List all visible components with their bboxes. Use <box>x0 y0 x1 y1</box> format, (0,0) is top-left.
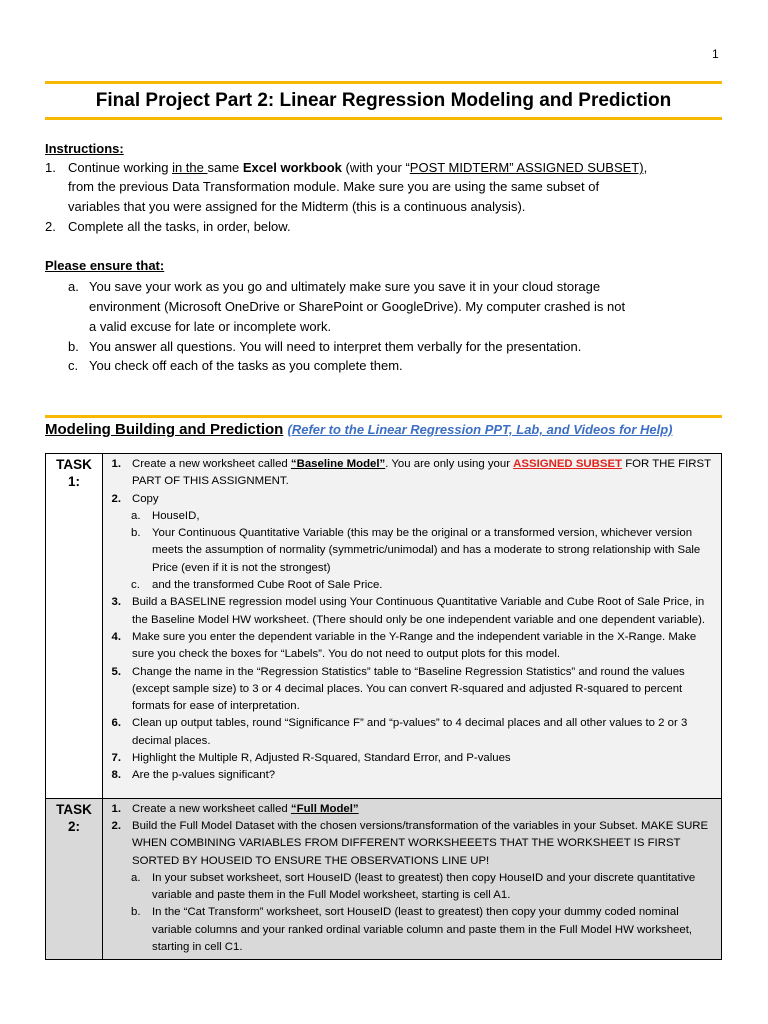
instruction-number-2: 2. <box>45 219 56 234</box>
instruction-1-line-2: from the previous Data Transformation module. Make sure you are using the same subset of <box>68 179 600 194</box>
task-1-row <box>46 454 722 799</box>
modeling-help-hint: (Refer to the Linear Regression PPT, Lab, and Videos for Help) <box>287 422 673 437</box>
modeling-rule <box>45 415 722 418</box>
modeling-heading: Modeling Building and Prediction (Refer to the Linear Regression PPT, Lab, and Videos for Help) <box>45 421 673 438</box>
instruction-1-line-1: Continue working in the same Excel workbook (with your “POST MIDTERM” ASSIGNED SUBSET), <box>68 160 648 175</box>
ensure-letter-c: c. <box>68 358 79 373</box>
ensure-c: You check off each of the tasks as you complete them. <box>89 358 403 373</box>
ensure-b: You answer all questions. You will need to interpret them verbally for the presentation. <box>89 339 582 354</box>
task-1-label: TASK 1: <box>46 454 103 799</box>
task-1-item-1: 1. Create a new worksheet called “Baseline Model”. You are only using your ASSIGNED SUBSET FOR THE FIRST PART OF THIS ASSIGNMENT. <box>111 458 711 488</box>
task-2-label: TASK 2: <box>46 798 103 960</box>
ensure-a-line-3: a valid excuse for late or incomplete work. <box>89 319 332 334</box>
ensure-heading: Please ensure that: <box>45 258 165 273</box>
task-1-item-5: 5. Change the name in the “Regression Statistics” table to “Baseline Regression Statistics” and round the values (except sample size) to 3 or 4 decimal places. You can convert R-squared and adjusted R-squared to percent formats for ease of interpretation. <box>111 665 685 713</box>
instructions-heading: Instructions: <box>45 141 124 156</box>
title-rule-top <box>45 81 722 84</box>
task-2-item-2: 2. Build the Full Model Dataset with the chosen versions/transformation of the variables in your Subset. MAKE SURE WHEN COMBINING VARIABLES FROM DIFFERENT WORKSHEEETS THAT THE WORKSHEET IS FIRST SORTED BY HOUSEID TO ENSURE THE OBSERVATIONS LINE UP! <box>111 819 709 867</box>
task-1-item-6: 6. Clean up output tables, round “Significance F” and “p-values” to 4 decimal places and all other values to 2 or 3 decimal places. <box>111 717 688 747</box>
task-1-item-2: 2. Copy <box>111 492 159 505</box>
task-1-item-2c: c. and the transformed Cube Root of Sale Price. <box>131 579 383 592</box>
task-2-item-2b: b. In the “Cat Transform” worksheet, sort HouseID (least to greatest) then copy your dummy coded nominal variable columns and your ranked ordinal variable column and paste them in the Full Model HW worksheet, starting in cell C1. <box>131 906 693 954</box>
ensure-letter-a: a. <box>68 279 79 294</box>
ensure-a-line-1: You save your work as you go and ultimately make sure you save it in your cloud storage <box>89 279 601 294</box>
instruction-1-line-3: variables that you were assigned for the Midterm (this is a continuous analysis). <box>68 199 526 214</box>
task-2-item-1: 1. Create a new worksheet called “Full Model” <box>111 802 359 815</box>
task-1-item-7: 7. Highlight the Multiple R, Adjusted R-Squared, Standard Error, and P-values <box>111 752 511 765</box>
page-title: Final Project Part 2: Linear Regression Modeling and Prediction <box>95 90 672 111</box>
instruction-2: Complete all the tasks, in order, below. <box>68 219 291 234</box>
task-2-content <box>103 798 722 960</box>
task-1-item-3: 3. Build a BASELINE regression model using Your Continuous Quantitative Variable and Cube Root of Sale Price, in the Baseline Model HW worksheet. (There should only be one independent variable and one dependent variable). <box>111 596 706 626</box>
task-1-item-8: 8. Are the p-values significant? <box>111 769 276 782</box>
title-rule-bottom <box>45 117 722 120</box>
assigned-subset-highlight: ASSIGNED SUBSET <box>513 458 623 470</box>
task-1-item-4: 4. Make sure you enter the dependent variable in the Y-Range and the independent variable in the X-Range. Make sure you check the boxes for “Labels”. You do not need to output plots for this model. <box>111 630 697 661</box>
task-1-item-2b: b. Your Continuous Quantitative Variable (this may be the original or a transformed version, whichever version meets the assumption of normality (symmetric/unimodal) and has a moderate to strong relationship with Sale Price (even if it is not the strongest) <box>131 527 701 574</box>
ensure-a-line-2: environment (Microsoft OneDrive or SharePoint or GoogleDrive). My computer crashed is not <box>89 299 626 314</box>
task-2-row <box>46 798 722 960</box>
task-1-content <box>103 454 722 799</box>
instruction-number-1: 1. <box>45 160 56 175</box>
ensure-letter-b: b. <box>68 339 79 354</box>
page-number: 1 <box>712 47 719 61</box>
tasks-table <box>45 453 722 960</box>
task-1-item-2a: a. HouseID, <box>131 509 200 522</box>
task-2-item-2a: a. In your subset worksheet, sort HouseID (least to greatest) then copy HouseID and your discrete quantitative variable and paste them in the Full Model worksheet, starting is cell A1. <box>131 871 696 902</box>
